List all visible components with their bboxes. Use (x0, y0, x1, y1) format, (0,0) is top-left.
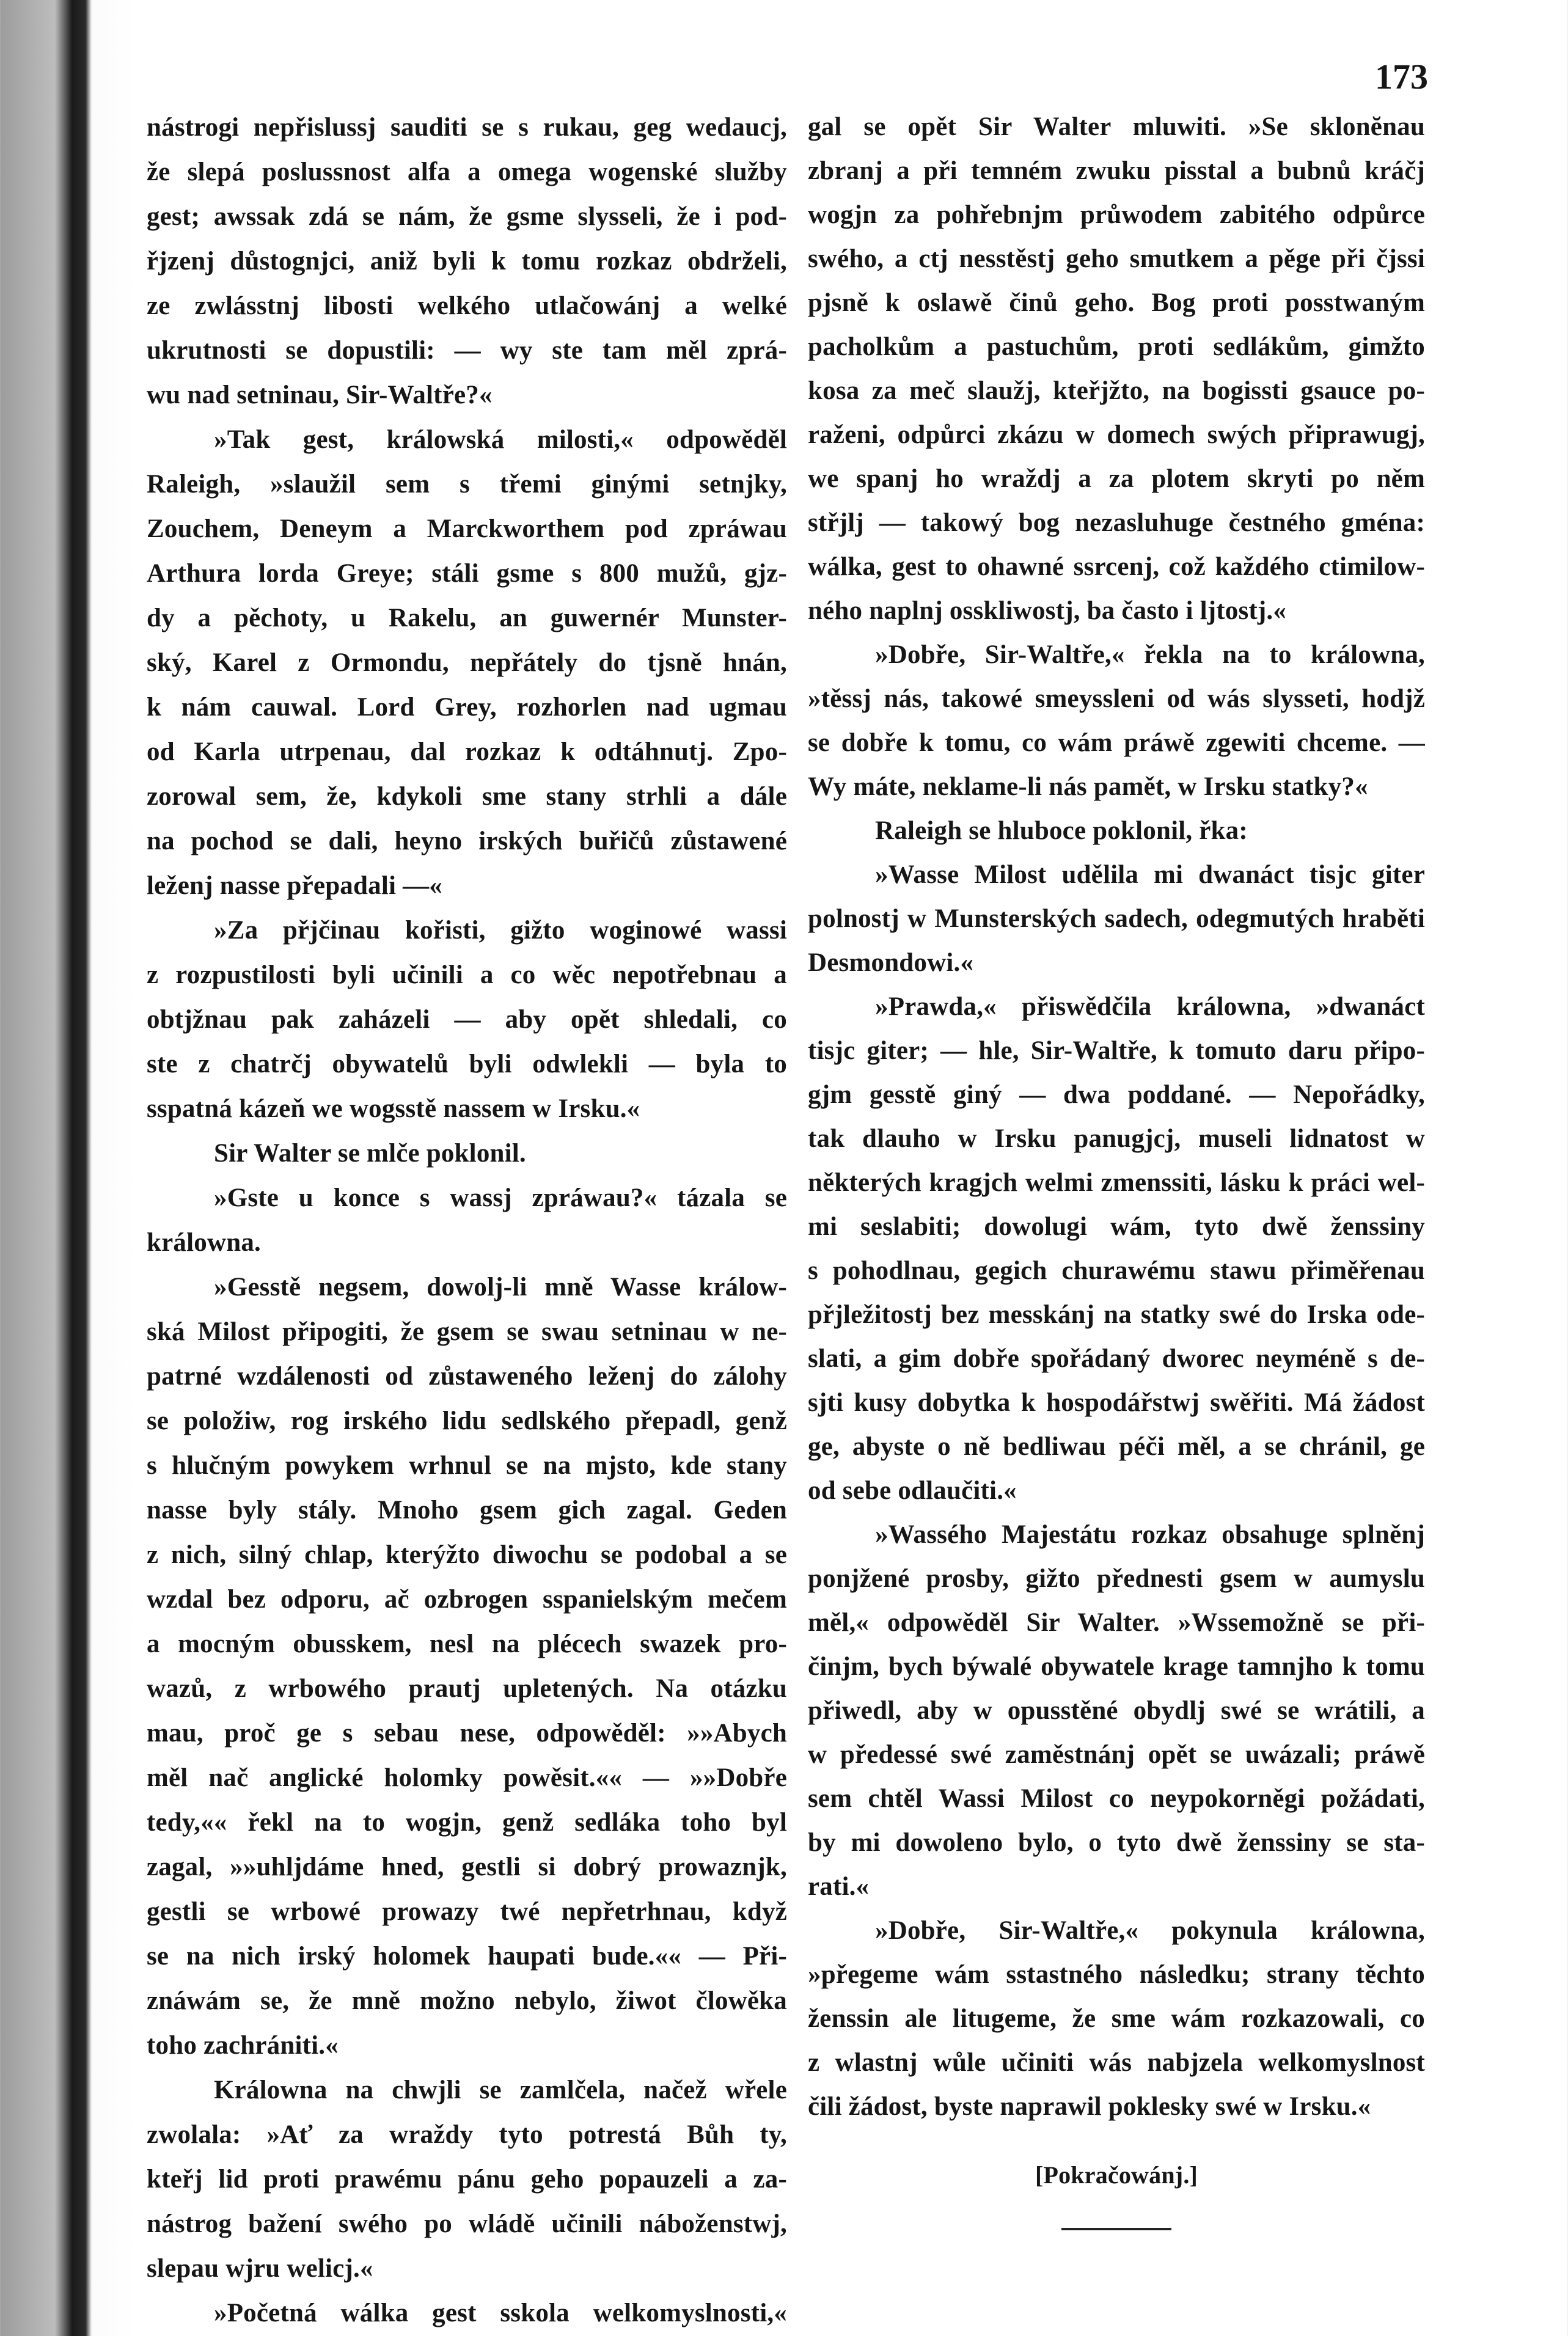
text-line: tisjc giter; — hle, Sir-Waltře, k tomuto daru připo- (808, 1036, 1425, 1065)
text-line: některých kragjch welmi zmenssiti, lásku k práci wel- (808, 1168, 1425, 1197)
text-line: w předessé swé zaměstnánj opět se uwázali; práwě (808, 1740, 1425, 1769)
text-line: wogjn za pohřebnjm průwodem zabitého odpůrce (808, 200, 1425, 229)
text-line: by mi dowoleno bylo, o tyto dwě ženssiny se sta- (808, 1828, 1425, 1857)
paragraph (808, 809, 1425, 853)
text-line: wálka, gest to ohawné ssrcenj, což každého ctimilow- (808, 552, 1425, 581)
text-line: »Gesstě negsem, dowolj-li mně Wasse králow- (214, 1273, 787, 1302)
paragraph (147, 1131, 787, 1176)
text-line: k nám cauwal. Lord Grey, rozhorlen nad ugmau (147, 693, 787, 722)
text-line: Arthura lorda Greye; stáli gsme s 800 mužů, gjz- (147, 559, 787, 588)
text-line: »Dobře, Sir-Waltře,« řekla na to králowna, (875, 640, 1425, 669)
text-column-left (147, 105, 787, 2335)
text-line: nástrog bažení swého po wládě učinili náboženstwj, (147, 2210, 787, 2238)
paragraph (808, 105, 1425, 633)
paragraph (808, 1909, 1425, 2129)
text-column-right (808, 105, 1425, 2230)
text-line: ge, abyste o ně bedliwau péči měl, a se chránil, ge (808, 1432, 1425, 1461)
text-line: měl nač anglické holomky powěsit.«« — »»Dobře (147, 1763, 787, 1792)
text-line: wzdal bez odporu, ač ozbrogen sspanielským mečem (147, 1585, 787, 1614)
text-line: gal se opět Sir Walter mluwiti. »Se sklonĕnau (808, 112, 1425, 141)
text-line: mi seslabiti; dowolugi wám, tyto dwě ženssiny (808, 1212, 1425, 1241)
text-line: sem chtěl Wassi Milost co neypokorněgi požádati, (808, 1784, 1425, 1813)
text-line: měl,« odpowěděl Sir Walter. »Wssemožně se při- (808, 1608, 1425, 1637)
text-line: obtjžnau pak zaházeli — aby opět shledali, co (147, 1005, 787, 1034)
text-line: rati.« (808, 1872, 870, 1901)
text-line: přjležitostj bez messkánj na statky swé do Irska ode- (808, 1300, 1425, 1329)
text-line: gestli se wrbowé prowazy twé nepřetrhnau, když (147, 1897, 787, 1926)
text-line: ste z chatrčj obywatelů byli odwlekli — byla to (147, 1050, 787, 1078)
text-line: a mocným obusskem, nesl na plécech swazek pro- (147, 1630, 787, 1658)
paragraph (147, 105, 787, 417)
page-number: 173 (1375, 57, 1428, 97)
text-line: že slepá poslussnost alfa a omega wogenské služby (147, 158, 787, 186)
text-line: »Za přjčinau kořisti, gižto woginowé wassi (214, 916, 787, 945)
text-line: zwolala: »Ať za wraždy tyto potrestá Bůh ty, (147, 2120, 787, 2149)
text-line: přiwedl, aby w opusstěné obydlj swé se wrátili, a (808, 1696, 1425, 1725)
text-line: tedy,«« řekl na to wogjn, genž sedláka toho byl (147, 1808, 787, 1837)
text-line: s hlučným powykem wrhnul se na mjsto, kde stany (147, 1451, 787, 1480)
end-rule-divider (1061, 2228, 1171, 2230)
text-line: Wy máte, neklame-li nás pamět, w Irsku statky?« (808, 772, 1368, 801)
text-line: »těssj nás, takowé smeyssleni od wás slysseti, hodjž (808, 684, 1425, 713)
text-line: wu nad setninau, Sir-Waltře?« (147, 381, 493, 409)
text-line: Sir Walter se mlče poklonil. (214, 1139, 526, 1168)
text-line: »Tak gest, králowská milosti,« odpowěděl (214, 425, 787, 454)
text-line: slepau wjru welicj.« (147, 2254, 373, 2283)
paragraph (808, 853, 1425, 985)
paragraph (808, 985, 1425, 1513)
text-line: sjti kusy dobytka k hospodářstwj swěřiti. Má žádost (808, 1388, 1425, 1417)
text-line: »Wassého Majestátu rozkaz obsahuge splněnj (875, 1520, 1425, 1549)
text-line: tak dlauho w Irsku panugjcj, museli lidnatost w (808, 1124, 1425, 1153)
text-line: ponjžené prosby, gižto přednesti gsem w aumyslu (808, 1564, 1425, 1593)
text-line: střjlj — takowý bog nezasluhuge čestného gména: (808, 508, 1425, 537)
paragraph (147, 1176, 787, 1265)
text-line: swého, a ctj nesstěstj geho smutkem a pěge při čjssi (808, 244, 1425, 273)
text-line: s pohodlnau, gegich churawému stawu přiměřenau (808, 1256, 1425, 1285)
text-line: slati, a gim dobře spořádaný dworec neyméně s de- (808, 1344, 1425, 1373)
text-line: »Gste u konce s wassj zpráwau?« tázala se (214, 1184, 787, 1212)
text-line: »Prawda,« přiswědčila králowna, »dwanáct (875, 992, 1425, 1021)
text-line: od Karla utrpenau, dal rozkaz k odtáhnutj. Zpo- (147, 738, 787, 766)
text-line: Králowna na chwjli se zamlčela, načež wřele (214, 2076, 787, 2104)
text-line: ský, Karel z Ormondu, nepřátely do tjsně hnán, (147, 648, 787, 677)
text-line: wazů, z wrbowého prautj upletených. Na otázku (147, 1674, 787, 1703)
text-line: »Početná wálka gest sskola welkomyslnosti,« (214, 2299, 787, 2327)
text-line: nasse byly stály. Mnoho gsem gich zagal. Geden (147, 1496, 787, 1525)
text-line: kteřj lid proti prawému pánu geho popauzeli a za- (147, 2165, 787, 2194)
text-line: ská Milost připogiti, že gsem se swau setninau w ne- (147, 1317, 787, 1346)
text-line: sspatná kázeň we wogsstě nassem w Irsku.« (147, 1094, 640, 1123)
text-line: gjm gesstě giný — dwa poddané. — Nepořádky, (808, 1080, 1425, 1109)
text-line: »přegeme wám sstastného následku; strany těchto (808, 1960, 1425, 1989)
text-line: se položiw, rog irského lidu sedlského přepadl, genž (147, 1407, 787, 1435)
text-line: nástrogi nepřislussj sauditi se s rukau, geg wedaucj, (147, 113, 787, 142)
text-line: raženi, odpůrci zkázu w domech swých připrawugj, (808, 420, 1425, 449)
text-line: »Dobře, Sir-Waltře,« pokynula králowna, (875, 1916, 1425, 1945)
text-line: z nich, silný chlap, kterýžto diwochu se podobal a se (147, 1540, 787, 1569)
paragraph (147, 417, 787, 908)
paragraph (808, 633, 1425, 809)
text-line: se dobře k tomu, co wám práwě zgewiti chceme. — (808, 728, 1425, 757)
text-line: na pochod se dali, heyno irských buřičů zůstawené (147, 827, 787, 855)
text-line: Desmondowi.« (808, 948, 974, 977)
text-line: pjsně k oslawě činů geho. Bog proti posstwaným (808, 288, 1425, 317)
text-line: we spanj ho wraždj a za plotem skryti po něm (808, 464, 1425, 493)
text-line: z rozpustilosti byli učinili a co wěc nepotřebnau a (147, 961, 787, 989)
text-line: činjm, bych býwalé obywatele krage tamnjho k tomu (808, 1652, 1425, 1681)
text-line: králowna. (147, 1228, 261, 1257)
text-line: Zouchem, Deneym a Marckworthem pod zpráwau (147, 514, 787, 543)
text-line: z wlastnj wůle učiniti wás nabjzela welkomyslnost (808, 2048, 1425, 2077)
text-line: řjzenj důstognjci, aniž byli k tomu rozkaz obdrželi, (147, 247, 787, 276)
text-line: kosa za meč slaužj, kteřjžto, na bogissti gsauce po- (808, 376, 1425, 405)
text-line: mau, proč ge s sebau nese, odpowěděl: »»Abych (147, 1719, 787, 1748)
text-line: ukrutnosti se dopustili: — wy ste tam měl zprá- (147, 336, 787, 365)
text-line: »Wasse Milost udělila mi dwanáct tisjc giter (875, 860, 1425, 889)
text-line: pacholkům a pastuchům, proti sedlákům, gimžto (808, 332, 1425, 361)
continuation-note: [Pokračowánj.] (1035, 2161, 1198, 2189)
text-line: toho zachrániti.« (147, 2031, 339, 2060)
text-line: ze zwlásstnj libosti welkého utlačowánj a welké (147, 291, 787, 320)
text-line: dy a pěchoty, u Rakelu, an guwernér Munster- (147, 604, 787, 632)
paragraph (147, 908, 787, 1131)
text-line: zorowal sem, že, kdykoli sme stany strhli a dále (147, 782, 787, 811)
text-line: gest; awssak zdá se nám, že gsme slysseli, že i pod- (147, 202, 787, 231)
text-line: čili žádost, byste naprawil poklesky swé w Irsku.« (808, 2092, 1371, 2121)
text-line: Raleigh se hluboce poklonil, řka: (875, 816, 1248, 845)
text-line: zbranj a při temném zwuku pisstal a bubnů kráčj (808, 156, 1425, 185)
text-line: ného naplnj osskliwostj, ba často i ljtostj.« (808, 596, 1287, 625)
text-line: polnostj w Munsterských sadech, odegmutých hraběti (808, 904, 1425, 933)
paragraph (808, 1513, 1425, 1909)
paragraph (147, 2291, 787, 2335)
text-line: leženj nasse přepadali —« (147, 871, 442, 900)
text-line: od sebe odlaučiti.« (808, 1476, 1017, 1505)
paragraph (147, 1265, 787, 2068)
text-line: Raleigh, »slaužil sem s třemi ginými setnjky, (147, 470, 787, 499)
text-line: ženssin ale litugeme, že sme wám rozkazowali, co (808, 2004, 1425, 2033)
text-line: se na nich irský holomek haupati bude.«« — Při- (147, 1942, 787, 1971)
text-line: znáwám se, že mně možno nebylo, žiwot člowěka (147, 1986, 787, 2015)
text-line: zagal, »»uhljdáme hned, gestli si dobrý prowaznjk, (147, 1853, 787, 1881)
text-line: patrné wzdálenosti od zůstaweného leženj do zálohy (147, 1362, 787, 1391)
paragraph (147, 2068, 787, 2291)
